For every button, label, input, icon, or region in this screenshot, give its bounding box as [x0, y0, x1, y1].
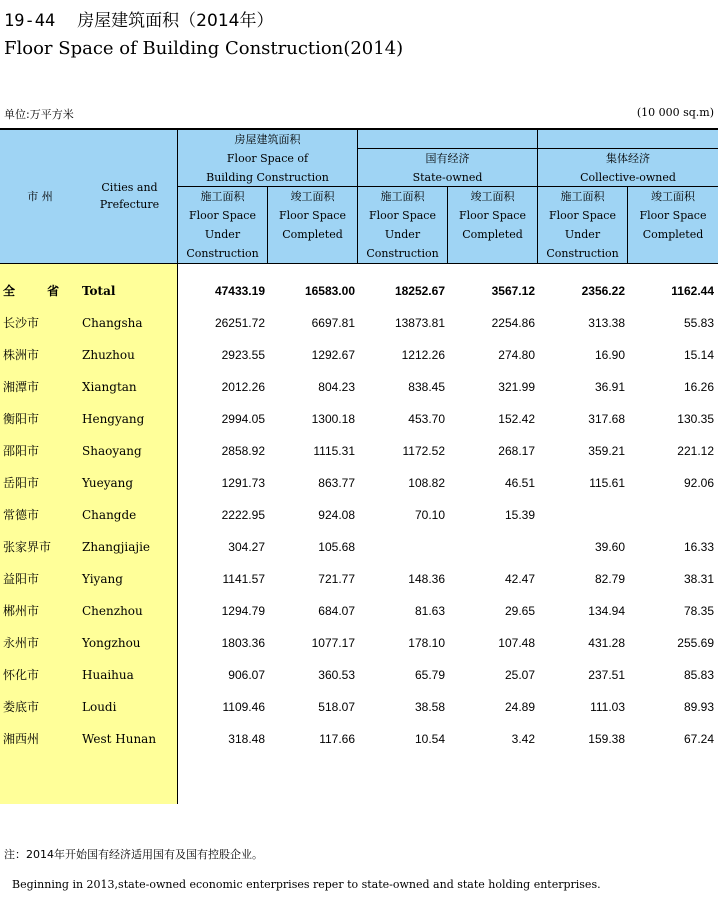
row-label-cn: 娄底市 — [3, 700, 40, 714]
table-row — [0, 467, 718, 499]
header-group-coll-en: Collective-owned — [580, 171, 676, 184]
header-group-all-en1: Floor Space of — [226, 152, 309, 165]
cell-value: 863.77 — [318, 476, 355, 490]
cell-value: 431.28 — [588, 636, 625, 650]
cell-value: 130.35 — [677, 412, 714, 426]
row-label-en: Yongzhou — [82, 636, 141, 650]
cell-value: 237.51 — [588, 668, 625, 682]
cell-value: 47433.19 — [214, 284, 265, 298]
cell-value: 2994.05 — [221, 412, 265, 426]
header-group-state — [358, 149, 537, 187]
table-row — [0, 531, 718, 563]
divider — [447, 187, 448, 264]
cell-value: 15.39 — [504, 508, 535, 522]
cell-value: 221.12 — [677, 444, 714, 458]
cell-value: 1077.17 — [311, 636, 355, 650]
sub-en3: Construction — [366, 247, 439, 260]
table-row — [0, 563, 718, 595]
row-label-en: Huaihua — [82, 668, 134, 682]
cell-value: 105.68 — [318, 540, 355, 554]
row-label-en: Loudi — [82, 700, 117, 714]
cell-value: 148.36 — [408, 572, 445, 586]
row-label-en: Changsha — [82, 316, 143, 330]
data-table — [0, 128, 718, 804]
sub-en2: Completed — [462, 228, 523, 241]
table-row — [0, 595, 718, 627]
unit-label-en: (10 000 sq.m) — [636, 106, 714, 119]
cell-value: 18252.67 — [394, 284, 445, 298]
header-completed-1 — [268, 187, 357, 244]
row-label-en: Yueyang — [82, 476, 134, 490]
cell-value: 924.08 — [318, 508, 355, 522]
unit-label-cn: 单位:万平方米 — [4, 108, 74, 121]
table-row — [0, 435, 718, 467]
cell-value: 152.42 — [498, 412, 535, 426]
cell-value: 115.61 — [589, 476, 625, 490]
cell-value: 67.24 — [683, 732, 714, 746]
table-number: 19-44 — [4, 11, 56, 31]
cell-value: 684.07 — [318, 604, 355, 618]
row-label-cn: 永州市 — [3, 636, 40, 650]
header-group-collective — [538, 149, 718, 187]
table-row — [0, 723, 718, 755]
cell-value: 360.53 — [318, 668, 355, 682]
cell-value: 36.91 — [594, 380, 625, 394]
header-completed-3 — [628, 187, 718, 244]
sub-en1: Floor Space — [549, 209, 616, 222]
header-city-en-line2: Prefecture — [99, 198, 160, 211]
cell-value: 78.35 — [683, 604, 714, 618]
cell-value: 85.83 — [683, 668, 714, 682]
cell-value: 13873.81 — [394, 316, 445, 330]
cell-value: 46.51 — [504, 476, 535, 490]
sub-en2: Completed — [282, 228, 343, 241]
cell-value: 107.48 — [498, 636, 535, 650]
sub-en2: Under — [564, 228, 601, 241]
cell-value: 38.58 — [414, 700, 445, 714]
row-label-en: Total — [82, 284, 116, 298]
header-group-state-cn: 国有经济 — [425, 152, 470, 165]
row-label-cn: 株洲市 — [3, 348, 40, 362]
cell-value: 2222.95 — [221, 508, 265, 522]
row-label-cn: 益阳市 — [3, 572, 40, 586]
cell-value: 1292.67 — [311, 348, 355, 362]
sub-en1: Floor Space — [459, 209, 526, 222]
cell-value: 3.42 — [511, 732, 535, 746]
table-row — [0, 339, 718, 371]
cell-value: 1803.36 — [221, 636, 265, 650]
page-title-en: Floor Space of Building Construction(2014) — [4, 38, 404, 59]
cell-value: 359.21 — [588, 444, 625, 458]
sub-cn: 竣工面积 — [290, 190, 335, 203]
header-city-en — [82, 179, 177, 213]
cell-value: 2254.86 — [491, 316, 535, 330]
cell-value: 268.17 — [498, 444, 535, 458]
sub-en3: Construction — [186, 247, 259, 260]
footnote-cn: 注：2014年开始国有经济适用国有及国有控股企业。 — [4, 848, 263, 861]
cell-value: 2356.22 — [581, 284, 625, 298]
header-under-construction-1 — [178, 187, 267, 263]
divider — [177, 130, 178, 264]
page-title-cn — [4, 6, 273, 31]
row-label-en: West Hunan — [82, 732, 157, 746]
divider — [357, 130, 358, 264]
row-label-en: Yiyang — [82, 572, 123, 586]
cell-value: 111.03 — [590, 700, 625, 714]
cell-value: 178.10 — [408, 636, 445, 650]
cell-value: 2012.26 — [221, 380, 265, 394]
cell-value: 26251.72 — [214, 316, 265, 330]
cell-value: 453.70 — [408, 412, 445, 426]
header-under-construction-2 — [358, 187, 447, 263]
row-label-cn: 湘潭市 — [3, 380, 40, 394]
sub-cn: 施工面积 — [200, 190, 245, 203]
cell-value: 15.14 — [683, 348, 714, 362]
cell-value: 1141.57 — [222, 572, 265, 586]
sub-en1: Floor Space — [639, 209, 707, 222]
cell-value: 117.66 — [319, 732, 355, 746]
row-label-en: Zhuzhou — [82, 348, 135, 362]
row-label-cn: 张家界市 — [3, 540, 52, 554]
cell-value: 721.77 — [318, 572, 355, 586]
cell-value: 89.93 — [683, 700, 714, 714]
header-group-state-en: State-owned — [412, 171, 483, 184]
divider — [537, 130, 538, 264]
sub-en2: Completed — [642, 228, 704, 241]
cell-value: 81.63 — [414, 604, 445, 618]
row-label-en: Xiangtan — [82, 380, 137, 394]
table-row — [0, 627, 718, 659]
header-group-all-cn: 房屋建筑面积 — [234, 133, 301, 146]
cell-value: 1162.44 — [671, 284, 714, 298]
cell-value: 134.94 — [588, 604, 625, 618]
cell-value: 16.33 — [683, 540, 714, 554]
sub-en1: Floor Space — [189, 209, 256, 222]
cell-value: 1294.79 — [221, 604, 265, 618]
divider — [627, 187, 628, 264]
sub-en2: Under — [204, 228, 241, 241]
cell-value: 1300.18 — [311, 412, 355, 426]
sub-en1: Floor Space — [369, 209, 436, 222]
sub-en1: Floor Space — [279, 209, 346, 222]
divider — [177, 186, 718, 187]
row-label-en: Hengyang — [82, 412, 145, 426]
sub-en2: Under — [384, 228, 421, 241]
row-label-cn: 全 省 — [3, 284, 74, 298]
cell-value: 70.10 — [414, 508, 445, 522]
cell-value: 318.48 — [228, 732, 265, 746]
cell-value: 38.31 — [683, 572, 714, 586]
table-row — [0, 371, 718, 403]
header-city-cn: 市 州 — [27, 190, 53, 203]
table-row — [0, 403, 718, 435]
cell-value: 29.65 — [504, 604, 535, 618]
row-label-cn: 常德市 — [3, 508, 40, 522]
row-label-en: Chenzhou — [82, 604, 143, 618]
cell-value: 518.07 — [318, 700, 355, 714]
row-label-cn: 湘西州 — [3, 732, 40, 746]
cell-value: 39.60 — [594, 540, 625, 554]
cell-value: 3567.12 — [491, 284, 535, 298]
cell-value: 1115.31 — [313, 444, 355, 458]
footnote-en: Beginning in 2013,state-owned economic enterprises reper to state-owned and state holding enterprises. — [12, 878, 601, 891]
cell-value: 159.38 — [588, 732, 625, 746]
sub-cn: 竣工面积 — [651, 190, 695, 203]
row-label-cn: 怀化市 — [3, 668, 40, 682]
cell-value: 321.99 — [498, 380, 535, 394]
cell-value: 2923.55 — [221, 348, 265, 362]
divider — [267, 187, 268, 264]
row-label-cn: 郴州市 — [3, 604, 40, 618]
cell-value: 1291.73 — [221, 476, 265, 490]
cell-value: 55.83 — [683, 316, 714, 330]
table-header — [0, 130, 718, 264]
header-group-all — [178, 130, 357, 187]
table-row-total — [0, 275, 718, 307]
cell-value: 108.82 — [408, 476, 445, 490]
cell-value: 92.06 — [683, 476, 714, 490]
sub-cn: 竣工面积 — [470, 190, 515, 203]
title-cn-text: 房屋建筑面积（2014年） — [77, 11, 274, 31]
header-under-construction-3 — [538, 187, 627, 263]
table-row — [0, 659, 718, 691]
cell-value: 1109.46 — [222, 700, 265, 714]
row-label-en: Zhangjiajie — [82, 540, 151, 554]
cell-value: 16583.00 — [304, 284, 355, 298]
header-group-all-en2: Building Construction — [206, 171, 329, 184]
cell-value: 313.38 — [588, 316, 625, 330]
row-label-cn: 邵阳市 — [3, 444, 40, 458]
divider — [357, 148, 718, 149]
sub-cn: 施工面积 — [560, 190, 605, 203]
cell-value: 1172.52 — [402, 444, 445, 458]
cell-value: 16.26 — [683, 380, 714, 394]
row-label-en: Changde — [82, 508, 137, 522]
cell-value: 1212.26 — [401, 348, 445, 362]
cell-value: 10.54 — [414, 732, 445, 746]
cell-value: 838.45 — [408, 380, 445, 394]
cell-value: 6697.81 — [311, 316, 355, 330]
header-completed-2 — [448, 187, 537, 244]
cell-value: 906.07 — [228, 668, 265, 682]
row-label-cn: 衡阳市 — [3, 412, 40, 426]
cell-value: 42.47 — [504, 572, 535, 586]
cell-value: 274.80 — [498, 348, 535, 362]
table-row — [0, 307, 718, 339]
cell-value: 2858.92 — [221, 444, 265, 458]
cell-value: 317.68 — [588, 412, 625, 426]
cell-value: 25.07 — [504, 668, 535, 682]
cell-value: 255.69 — [677, 636, 714, 650]
row-label-cn: 长沙市 — [3, 316, 40, 330]
cell-value: 24.89 — [504, 700, 535, 714]
sub-en3: Construction — [546, 247, 619, 260]
row-label-en: Shaoyang — [82, 444, 142, 458]
cell-value: 82.79 — [594, 572, 625, 586]
table-row — [0, 499, 718, 531]
table-row — [0, 691, 718, 723]
cell-value: 16.90 — [594, 348, 625, 362]
sub-cn: 施工面积 — [380, 190, 425, 203]
header-group-coll-cn: 集体经济 — [606, 152, 650, 165]
header-city-en-line1: Cities and — [101, 181, 158, 194]
table-body — [0, 264, 718, 804]
row-label-cn: 岳阳市 — [3, 476, 40, 490]
cell-value: 304.27 — [228, 540, 265, 554]
cell-value: 804.23 — [318, 380, 355, 394]
cell-value: 65.79 — [414, 668, 445, 682]
